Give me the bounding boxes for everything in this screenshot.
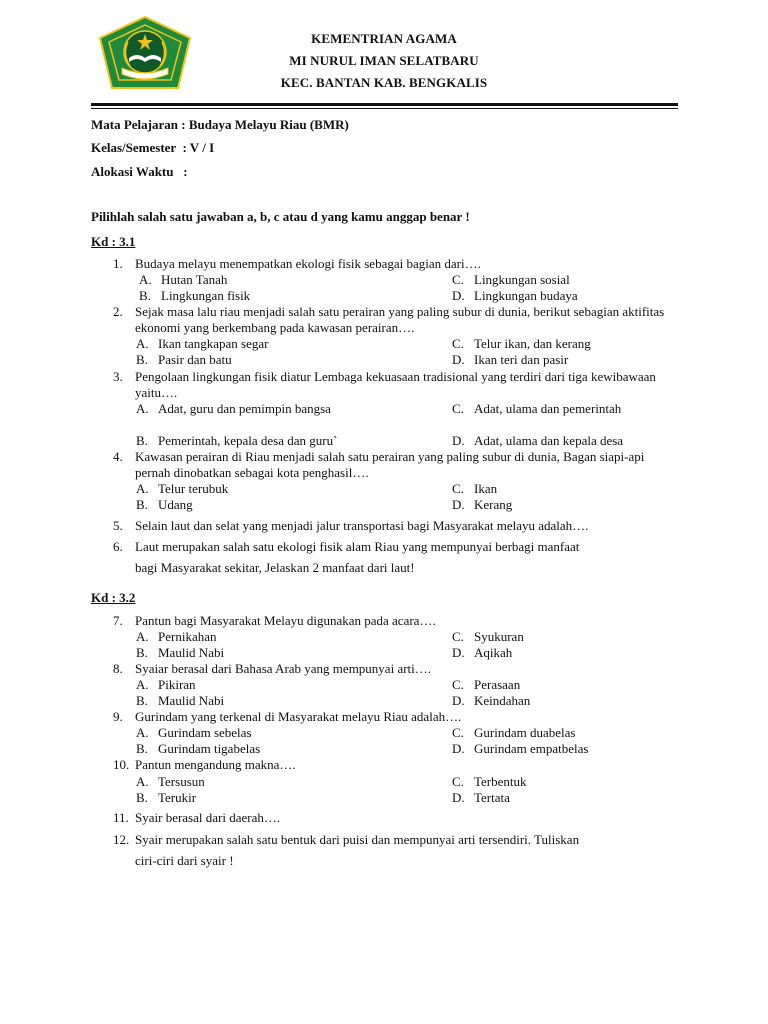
- question-text: Kawasan perairan di Riau menjadi salah satu perairan yang paling subur di dunia, Bagan siapi-api pernah dinobatkan sebagai kota penghasil….: [135, 449, 645, 480]
- question-number: 8.: [113, 661, 123, 676]
- question-number: 5.: [113, 518, 123, 533]
- option-a: A. Tersusun: [136, 774, 205, 789]
- question-number: 9.: [113, 709, 123, 724]
- header-ministry: KEMENTRIAN AGAMA: [311, 31, 457, 46]
- option-a: A. Gurindam sebelas: [136, 725, 252, 740]
- option-c: C. Telur ikan, dan kerang: [452, 336, 591, 351]
- header-rule-thin: [91, 108, 678, 109]
- option-c: C. Adat, ulama dan pemerintah: [452, 401, 622, 416]
- question-text: Syair berasal dari daerah….: [135, 810, 281, 825]
- option-d: D. Lingkungan budaya: [452, 288, 578, 303]
- option-c: C. Syukuran: [452, 629, 524, 644]
- question-text: Pantun bagi Masyarakat Melayu digunakan pada acara….: [135, 613, 436, 628]
- header-school: MI NURUL IMAN SELATBARU: [289, 53, 479, 68]
- question-text: ciri-ciri dari syair !: [135, 853, 234, 868]
- question-text: Syair merupakan salah satu bentuk dari puisi dan mempunyai arti tersendiri. Tuliskan: [135, 832, 580, 847]
- option-a: A. Pikiran: [136, 677, 196, 692]
- section-title: Kd : 3.2: [91, 590, 136, 605]
- class-line: Kelas/Semester : V / I: [91, 140, 215, 155]
- option-c: C. Terbentuk: [452, 774, 527, 789]
- option-a: A. Pernikahan: [136, 629, 217, 644]
- question-number: 4.: [113, 449, 123, 464]
- option-d: D. Keindahan: [452, 693, 531, 708]
- option-b: B. Lingkungan fisik: [139, 288, 251, 303]
- instruction: Pilihlah salah satu jawaban a, b, c atau d yang kamu anggap benar !: [91, 209, 470, 224]
- option-c: C. Perasaan: [452, 677, 521, 692]
- option-d: D. Kerang: [452, 497, 513, 512]
- question-number: 10.: [113, 757, 130, 772]
- question-number: 11.: [113, 810, 129, 825]
- header-district: KEC. BANTAN KAB. BENGKALIS: [280, 75, 488, 90]
- question-text: Syaiar berasal dari Bahasa Arab yang mempunyai arti….: [135, 661, 432, 676]
- question-text: Pantun mengandung makna….: [135, 757, 296, 772]
- option-a: A. Telur terubuk: [136, 481, 229, 496]
- option-b: B. Gurindam tigabelas: [136, 741, 261, 756]
- question-number: 12.: [113, 832, 130, 847]
- question-number: 2.: [113, 304, 123, 319]
- question-text: Selain laut dan selat yang menjadi jalur transportasi bagi Masyarakat melayu adalah….: [135, 518, 589, 533]
- header-rule-thick: [91, 103, 678, 106]
- option-b: B. Maulid Nabi: [136, 693, 225, 708]
- subject-line: Mata Pelajaran : Budaya Melayu Riau (BMR): [91, 117, 349, 132]
- question-text: Laut merupakan salah satu ekologi fisik alam Riau yang mempunyai berbagi manfaat: [135, 539, 580, 554]
- option-d: D. Ikan teri dan pasir: [452, 352, 569, 367]
- option-c: C. Ikan: [452, 481, 498, 496]
- option-d: D. Aqikah: [452, 645, 513, 660]
- option-d: D. Tertata: [452, 790, 510, 805]
- time-line: Alokasi Waktu :: [91, 164, 188, 179]
- option-a: A. Ikan tangkapan segar: [136, 336, 269, 351]
- question-text: Pengolaan lingkungan fisik diatur Lembaga kekuasaan tradisional yang terdiri dari tiga kewibawaan yaitu….: [135, 369, 656, 400]
- option-c: C. Lingkungan sosial: [452, 272, 570, 287]
- question-text: Budaya melayu menempatkan ekologi fisik sebagai bagian dari….: [135, 256, 481, 271]
- question-number: 7.: [113, 613, 123, 628]
- question-number: 1.: [113, 256, 123, 271]
- question-text: bagi Masyarakat sekitar, Jelaskan 2 manfaat dari laut!: [135, 560, 415, 575]
- question-number: 6.: [113, 539, 123, 554]
- question-number: 3.: [113, 369, 123, 384]
- option-b: B. Maulid Nabi: [136, 645, 225, 660]
- option-b: B. Udang: [136, 497, 193, 512]
- option-b: B. Pemerintah, kepala desa dan guru`: [136, 433, 338, 448]
- option-a: A. Hutan Tanah: [139, 272, 228, 287]
- section-title: Kd : 3.1: [91, 234, 136, 249]
- question-text: Sejak masa lalu riau menjadi salah satu perairan yang paling subur di dunia, berikut sebagian aktifitas ekonomi yang berkembang pada kawasan perairan….: [135, 304, 665, 335]
- option-d: D. Adat, ulama dan kepala desa: [452, 433, 624, 448]
- option-a: A. Adat, guru dan pemimpin bangsa: [136, 401, 331, 416]
- option-b: B. Terukir: [136, 790, 197, 805]
- option-b: B. Pasir dan batu: [136, 352, 232, 367]
- question-text: Gurindam yang terkenal di Masyarakat melayu Riau adalah….: [135, 709, 462, 724]
- option-c: C. Gurindam duabelas: [452, 725, 576, 740]
- option-d: D. Gurindam empatbelas: [452, 741, 589, 756]
